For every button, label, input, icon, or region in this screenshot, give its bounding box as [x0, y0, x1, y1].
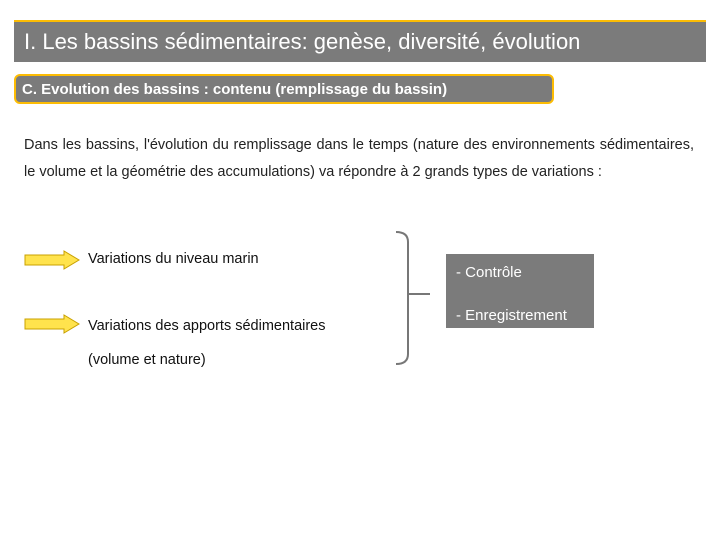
right-bracket-icon	[392, 228, 432, 368]
variation-sea-level: Variations du niveau marin	[88, 251, 259, 267]
result-recording: - Enregistrement	[456, 307, 567, 324]
slide-subtitle: C. Evolution des bassins : contenu (remplissage du bassin)	[22, 81, 448, 98]
subtitle-bar	[14, 74, 554, 104]
arrow-right-icon	[24, 250, 80, 270]
slide-title: I. Les bassins sédimentaires: genèse, diversité, évolution	[24, 29, 581, 54]
variation-sediment-supply: Variations des apports sédimentaires	[88, 318, 326, 334]
title-bar	[14, 20, 706, 62]
result-control: - Contrôle	[456, 264, 522, 281]
variation-sediment-supply-detail: (volume et nature)	[88, 352, 206, 368]
intro-paragraph: Dans les bassins, l'évolution du remplissage dans le temps (nature des environnements sédimentaires, le volume et la géométrie des accumulations) va répondre à 2 grands types de variations :	[24, 137, 694, 180]
arrow-right-icon	[24, 314, 80, 334]
